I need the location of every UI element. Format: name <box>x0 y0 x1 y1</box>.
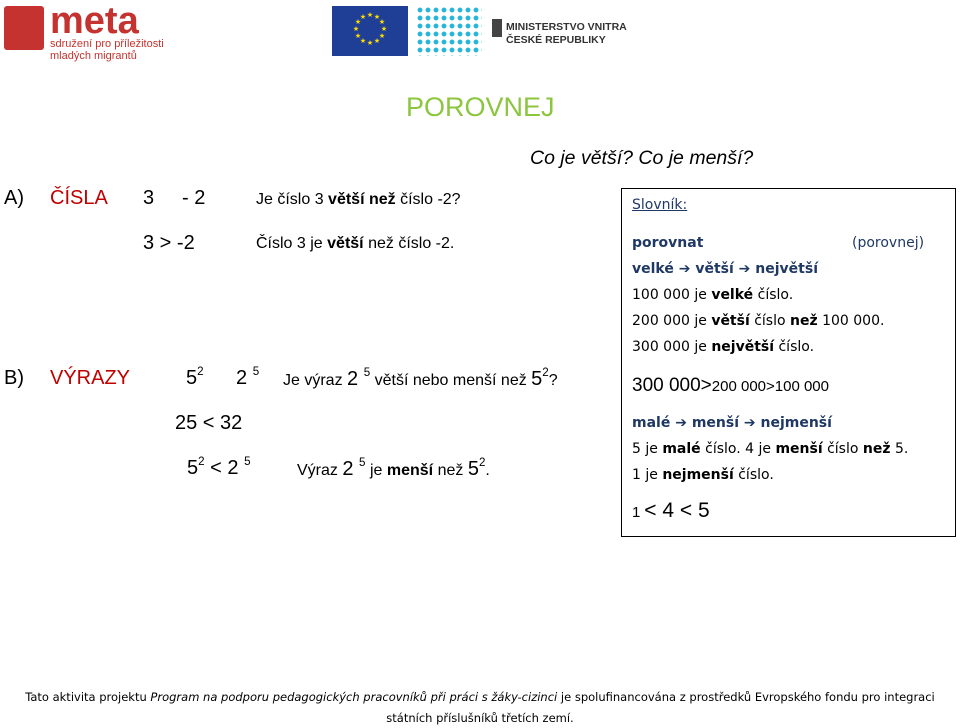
vocabulary-title: Slovník: <box>632 197 688 213</box>
svg-text:★: ★ <box>378 18 386 26</box>
svg-text:★: ★ <box>354 18 362 26</box>
vocab-porovnej: (porovnej) <box>852 235 925 251</box>
ministry-emblem-icon <box>492 19 502 37</box>
section-b-label: B) <box>4 367 24 389</box>
vocab-comparison-large: 300 000>200 000>100 000 <box>632 375 829 396</box>
dot-pattern-logo-icon <box>416 6 482 56</box>
ministry-name-line-1: MINISTERSTVO VNITRA <box>506 21 627 33</box>
vocab-male-row: malé ➔ menší ➔ nejmenší <box>632 415 832 431</box>
svg-text:★: ★ <box>366 39 374 47</box>
vocab-comparison-small: 1 < 4 < 5 <box>632 499 710 522</box>
svg-text:★: ★ <box>373 37 381 45</box>
svg-text:★: ★ <box>352 25 360 33</box>
svg-text:★: ★ <box>380 25 388 33</box>
vocab-velke-row: velké ➔ větší ➔ největší <box>632 261 818 277</box>
arrow-right-icon: ➔ <box>743 415 756 431</box>
section-b-answer-text: Výraz 2 $^5$ je menší než $5^2$. <box>297 456 490 480</box>
section-a-answer-expression: 3 > -2 <box>143 232 195 254</box>
svg-text:★: ★ <box>354 32 362 40</box>
meta-logo-tagline-2: mladých migrantů <box>50 50 137 62</box>
section-b-power-2: 2 $^5$ <box>236 365 260 389</box>
meta-logo-tagline-1: sdružení pro příležitosti <box>50 38 164 50</box>
vocab-example-1: 100 000 je velké číslo. <box>632 287 794 303</box>
section-a-question: Je číslo 3 větší než číslo -2? <box>256 191 461 208</box>
section-b-power-1: $5^2$ <box>186 365 204 389</box>
meta-logo-name: meta <box>50 0 139 42</box>
svg-text:★: ★ <box>359 13 367 21</box>
section-a-heading: ČÍSLA <box>50 187 108 209</box>
arrow-right-icon: ➔ <box>738 261 751 277</box>
section-a-label: A) <box>4 187 24 209</box>
page-subtitle: Co je větší? Co je menší? <box>530 147 754 169</box>
footer-line-2: státních příslušníků třetích zemí. <box>386 711 574 725</box>
svg-text:★: ★ <box>366 11 374 19</box>
vocabulary-box <box>621 188 956 537</box>
meta-logo-icon <box>4 6 44 50</box>
vocab-example-2: 200 000 je větší číslo než 100 000. <box>632 313 885 329</box>
section-b-calculation: 25 < 32 <box>175 412 243 434</box>
section-a-number-2: - 2 <box>182 187 206 209</box>
eu-flag-icon <box>332 6 408 56</box>
vocab-porovnat: porovnat <box>632 235 704 251</box>
arrow-right-icon: ➔ <box>675 415 687 431</box>
svg-text:★: ★ <box>373 13 381 21</box>
svg-text:★: ★ <box>378 32 386 40</box>
ministry-name-line-2: ČESKÉ REPUBLIKY <box>506 34 606 46</box>
arrow-right-icon: ➔ <box>678 261 691 277</box>
section-b-question: Je výraz 2 $^5$ větší nebo menší než $5^2$? <box>283 366 558 390</box>
section-b-inequality: $5^2 < 2$ $^5$ <box>187 455 251 479</box>
vocab-example-5: 1 je nejmenší číslo. <box>632 467 774 483</box>
vocab-example-3: 300 000 je největší číslo. <box>632 339 815 355</box>
svg-text:★: ★ <box>359 37 367 45</box>
page-title: POROVNEJ <box>406 92 555 122</box>
vocab-example-4: 5 je malé číslo. 4 je menší číslo než 5. <box>632 441 909 457</box>
section-a-answer-text: Číslo 3 je větší než číslo -2. <box>256 235 455 252</box>
section-b-heading: VÝRAZY <box>50 367 131 389</box>
footer-line-1: Tato aktivita projektu Program na podporu pedagogických pracovníků při práci s žáky-cizinci je spolufinancována z prostředků Evropského fondu pro integraci <box>25 690 935 704</box>
section-a-number-1: 3 <box>143 187 155 209</box>
